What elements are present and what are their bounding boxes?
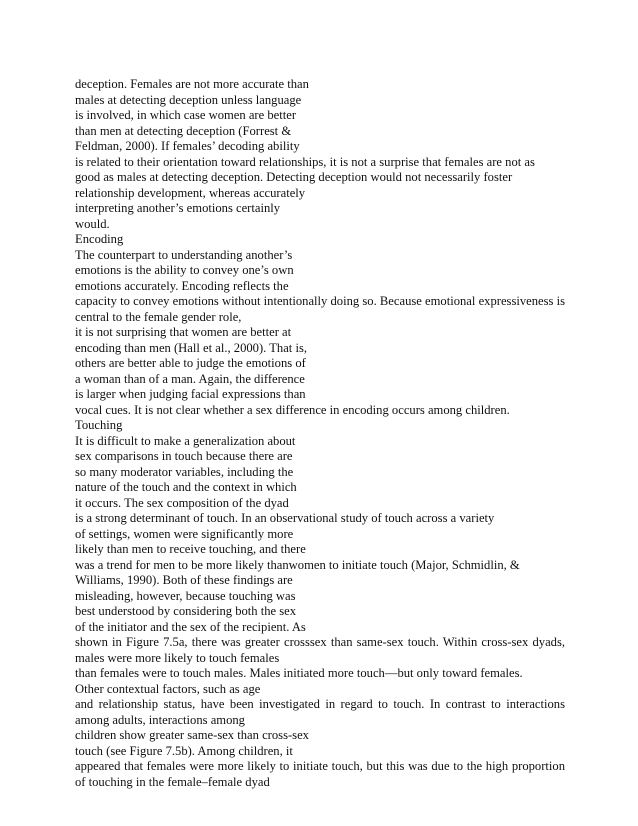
text-line: likely than men to receive touching, and there	[75, 542, 306, 556]
text-line: a woman than of a man. Again, the difference	[75, 371, 305, 386]
document-body	[75, 77, 565, 790]
text-line: of the initiator and the sex of the recipient. As	[75, 619, 306, 634]
text-line: best understood by considering both the sex	[75, 604, 297, 618]
text-line: is a strong determinant of touch. In an observational study of touch across a variety	[75, 511, 495, 525]
text-line: central to the female gender role,	[75, 309, 242, 324]
text-line: The counterpart to understanding another’s	[75, 247, 293, 262]
text-line: others are better able to judge the emotions of	[75, 356, 306, 370]
text-line: It is difficult to make a generalization about	[75, 433, 296, 448]
text-line: relationship development, whereas accurately	[75, 185, 306, 200]
text-line: shown in Figure 7.5a, there was greater crosssex than same-sex touch. Within cross-sex dyads,	[75, 635, 565, 649]
text-line: Other contextual factors, such as age	[75, 681, 261, 696]
text-line: males were more likely to touch females	[75, 650, 280, 665]
text-line: Williams, 1990). Both of these findings are	[75, 573, 293, 587]
text-line: good as males at detecting deception. Detecting deception would not necessarily foster	[75, 170, 513, 184]
text-line: interpreting another’s emotions certainly	[75, 201, 281, 215]
text-line: of touching in the female–female dyad	[75, 774, 270, 789]
text-line: deception. Females are not more accurate than	[75, 77, 309, 91]
section-heading: Touching	[75, 418, 123, 432]
text-line: than females were to touch males. Males initiated more touch—but only toward females.	[75, 666, 523, 680]
text-line: emotions is the ability to convey one’s own	[75, 263, 294, 277]
text-line: encoding than men (Hall et al., 2000). That is,	[75, 340, 307, 355]
section-heading: Encoding	[75, 232, 124, 246]
text-line: misleading, however, because touching was	[75, 588, 296, 603]
text-line: it occurs. The sex composition of the dyad	[75, 495, 289, 510]
text-line: emotions accurately. Encoding reflects the	[75, 278, 289, 293]
text-line: is larger when judging facial expressions than	[75, 387, 306, 401]
text-line: Feldman, 2000). If females’ decoding ability	[75, 139, 300, 153]
text-line: and relationship status, have been investigated in regard to touch. In contrast to interactions	[75, 697, 565, 711]
text-line: touch (see Figure 7.5b). Among children, it	[75, 743, 293, 758]
text-line: males at detecting deception unless language	[75, 92, 302, 107]
text-line: is involved, in which case women are better	[75, 108, 297, 122]
text-line: so many moderator variables, including the	[75, 464, 294, 479]
text-line: than men at detecting deception (Forrest &	[75, 123, 292, 138]
text-line: it is not surprising that women are better at	[75, 325, 292, 339]
text-line: capacity to convey emotions without intentionally doing so. Because emotional expressiveness is	[75, 294, 565, 308]
text-line: nature of the touch and the context in which	[75, 480, 297, 494]
text-line: of settings, women were significantly more	[75, 526, 294, 541]
text-line: among adults, interactions among	[75, 712, 245, 727]
text-line: appeared that females were more likely to initiate touch, but this was due to the high proportion	[75, 759, 565, 773]
text-line: vocal cues. It is not clear whether a sex difference in encoding occurs among children.	[75, 402, 510, 417]
text-line: is related to their orientation toward relationships, it is not a surprise that females are not as	[75, 154, 535, 169]
text-line: would.	[75, 216, 110, 231]
text-line: was a trend for men to be more likely thanwomen to initiate touch (Major, Schmidlin, &	[75, 557, 520, 572]
text-line: children show greater same-sex than cross-sex	[75, 728, 309, 742]
text-line: sex comparisons in touch because there are	[75, 449, 293, 463]
